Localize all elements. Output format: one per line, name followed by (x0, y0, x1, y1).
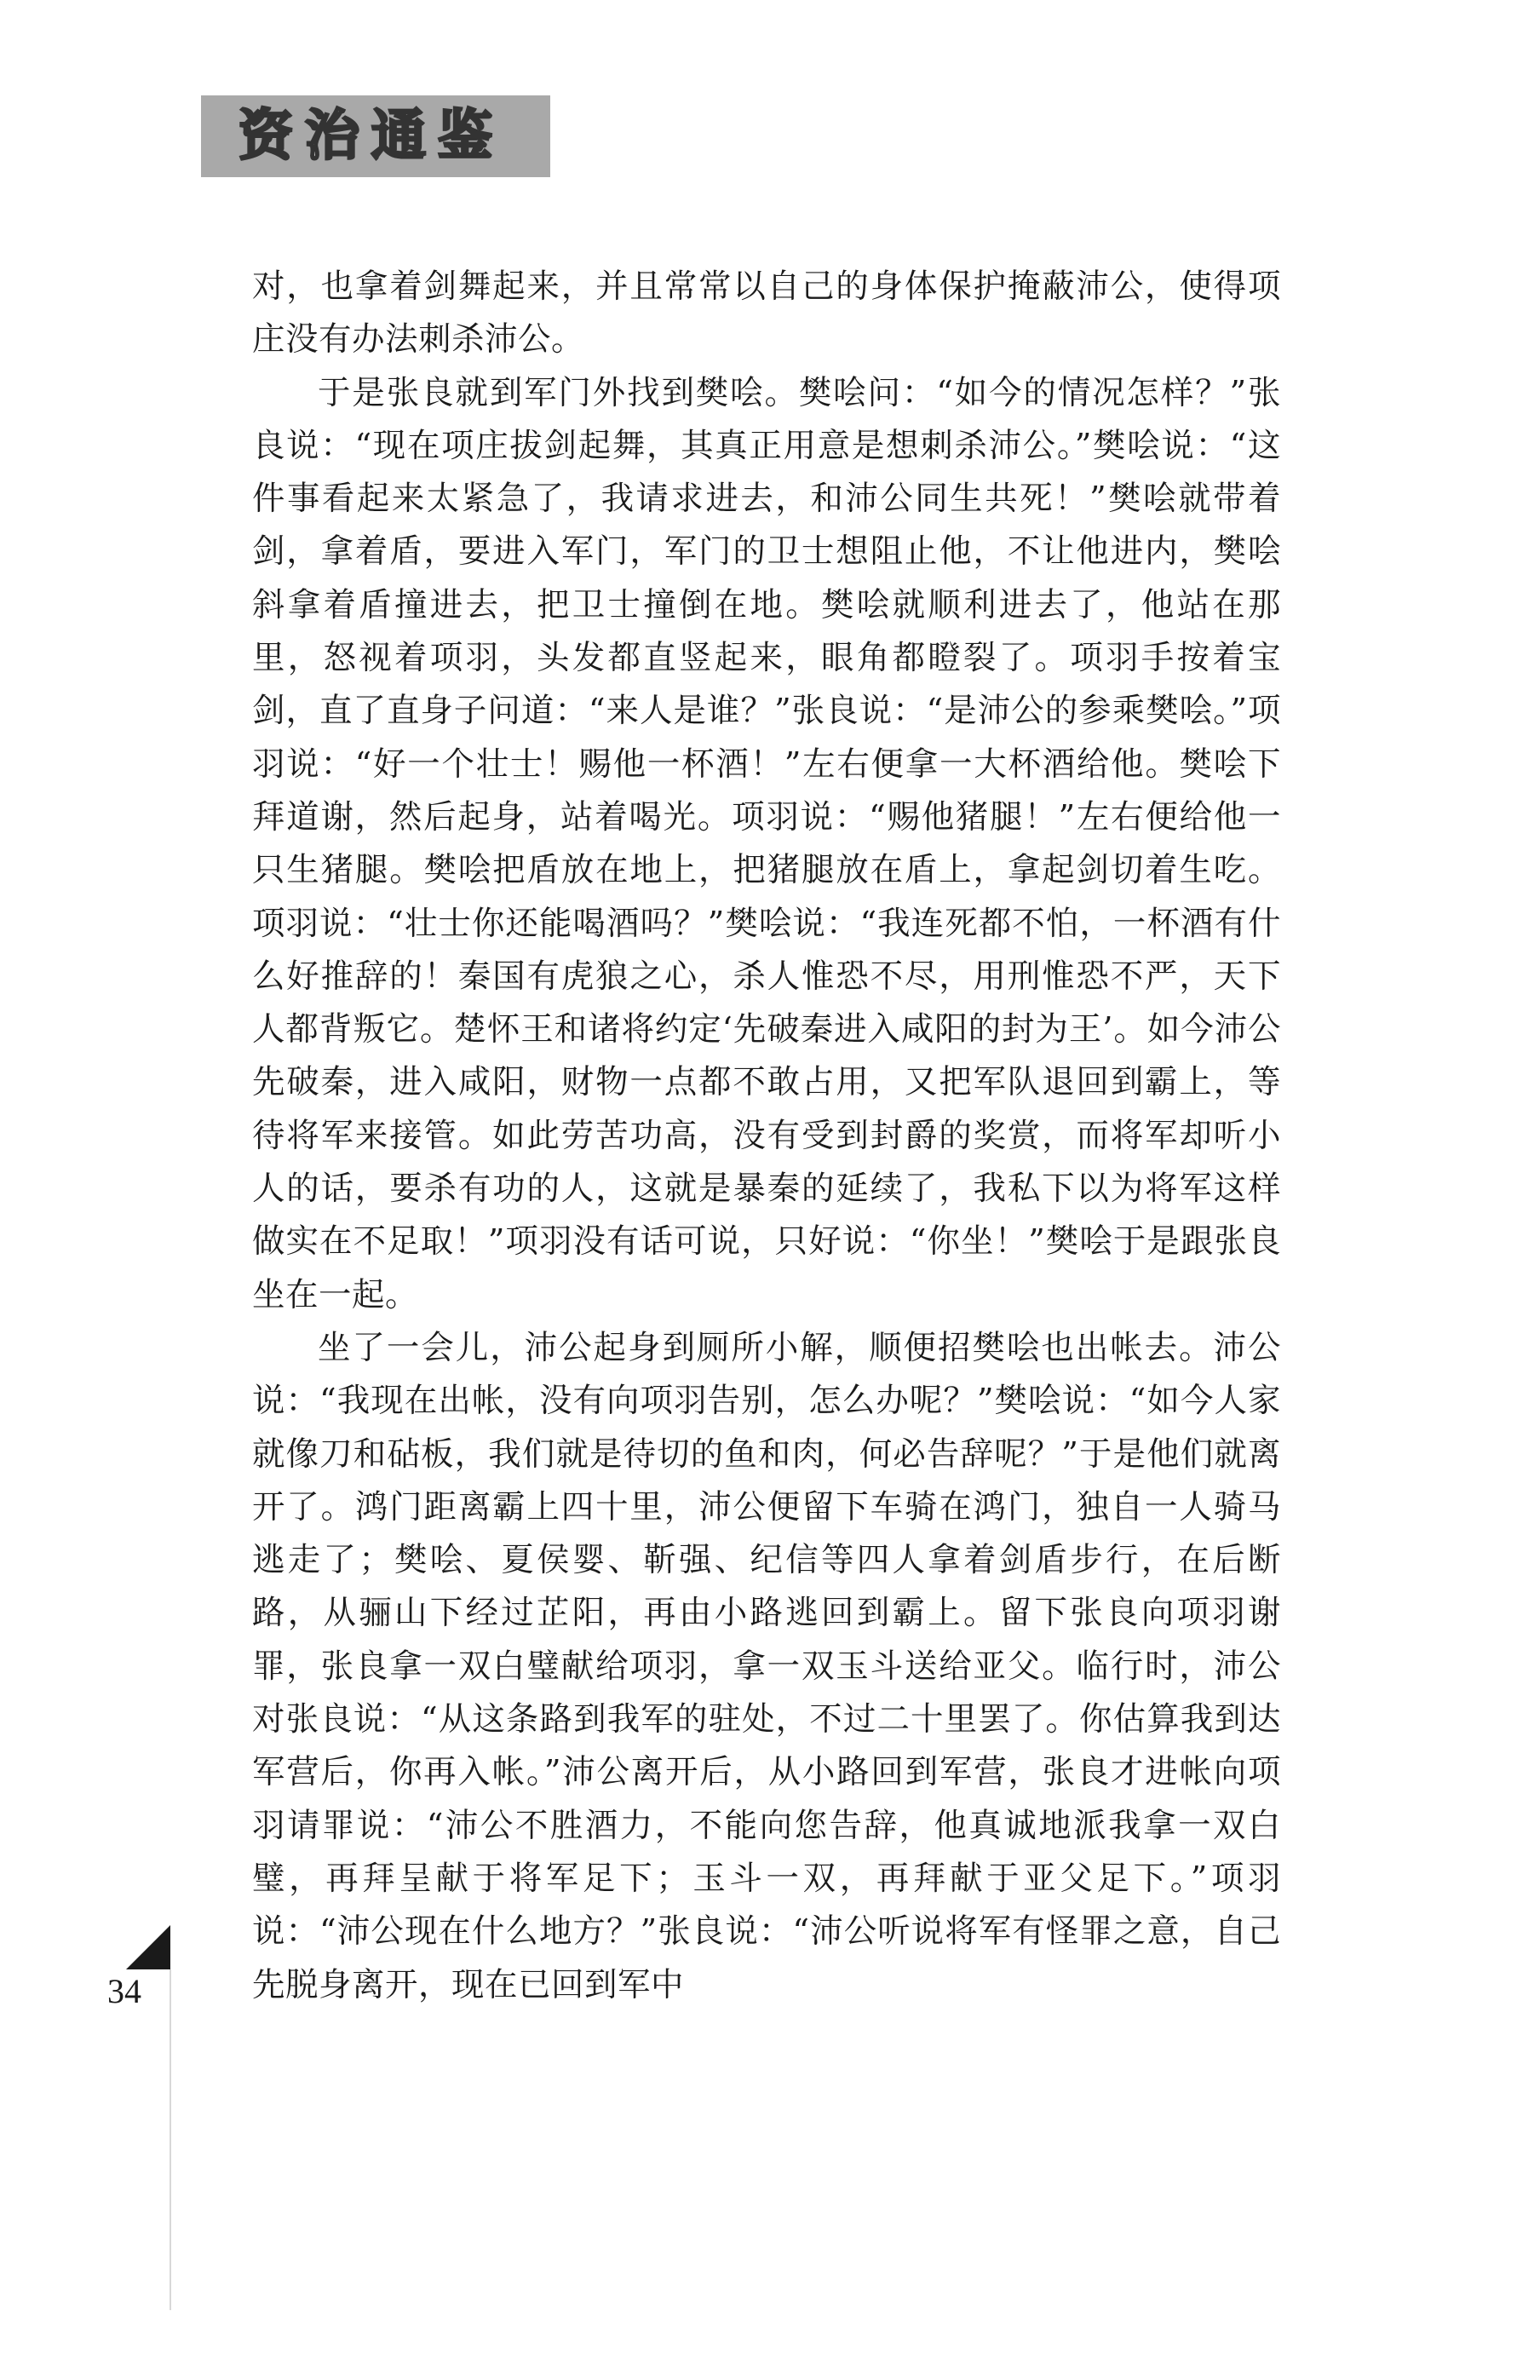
paragraph: 坐了一会儿，沛公起身到厕所小解，顺便招樊哙也出帐去。沛公说：“我现在出帐，没有向项羽告别，怎么办呢？”樊哙说：“如今人家就像刀和砧板，我们就是待切的鱼和肉，何必告辞呢？”于是他们就离开了。鸿门距离霸上四十里，沛公便留下车骑在鸿门，独自一人骑马逃走了；樊哙、夏侯婴、靳强、纪信等四人拿着剑盾步行，在后断路，从骊山下经过芷阳，再由小路逃回到霸上。留下张良向项羽谢罪，张良拿一双白璧献给项羽，拿一双玉斗送给亚父。临行时，沛公对张良说：“从这条路到我军的驻处，不过二十里罢了。你估算我到达军营后，你再入帐。”沛公离开后，从小路回到军营，张良才进帐向项羽请罪说：“沛公不胜酒力，不能向您告辞，他真诚地派我拿一双白璧，再拜呈献于将军足下；玉斗一双，再拜献于亚父足下。”项羽说：“沛公现在什么地方？”张良说：“沛公听说将军有怪罪之意，自己先脱身离开，现在已回到军中 (252, 1328, 1281, 2004)
body-text (252, 261, 1281, 2012)
paragraph: 于是张良就到军门外找到樊哙。樊哙问：“如今的情况怎样？”张良说：“现在项庄拔剑起舞，其真正用意是想刺杀沛公。”樊哙说：“这件事看起来太紧急了，我请求进去，和沛公同生共死！”樊哙就带着剑，拿着盾，要进入军门，军门的卫士想阻止他，不让他进内，樊哙斜拿着盾撞进去，把卫士撞倒在地。樊哙就顺利进去了，他站在那里，怒视着项羽，头发都直竖起来，眼角都瞪裂了。项羽手按着宝剑，直了直身子问道：“来人是谁？”张良说：“是沛公的参乘樊哙。”项羽说：“好一个壮士！赐他一杯酒！”左右便拿一大杯酒给他。樊哙下拜道谢，然后起身，站着喝光。项羽说：“赐他猪腿！”左右便给他一只生猪腿。樊哙把盾放在地上，把猪腿放在盾上，拿起剑切着生吃。项羽说：“壮士你还能喝酒吗？”樊哙说：“我连死都不怕，一杯酒有什么好推辞的！秦国有虎狼之心，杀人惟恐不尽，用刑惟恐不严，天下人都背叛它。楚怀王和诸将约定‘先破秦进入咸阳的封为王’。如今沛公先破秦，进入咸阳，财物一点都不敢占用，又把军队退回到霸上，等待将军来接管。如此劳苦功高，没有受到封爵的奖赏，而将军却听小人的话，要杀有功的人，这就是暴秦的延续了，我私下以为将军这样做实在不足取！”项羽没有话可说，只好说：“你坐！”樊哙于是跟张良坐在一起。 (252, 373, 1281, 1314)
book-title: 资治通鉴 (238, 105, 504, 168)
margin-rule (170, 1969, 171, 2310)
paragraph: 对，也拿着剑舞起来，并且常常以自己的身体保护掩蔽沛公，使得项庄没有办法刺杀沛公。 (252, 267, 1281, 359)
page-corner-triangle-icon (126, 1925, 170, 1969)
page-number: 34 (107, 1972, 141, 2010)
running-header (201, 95, 550, 177)
